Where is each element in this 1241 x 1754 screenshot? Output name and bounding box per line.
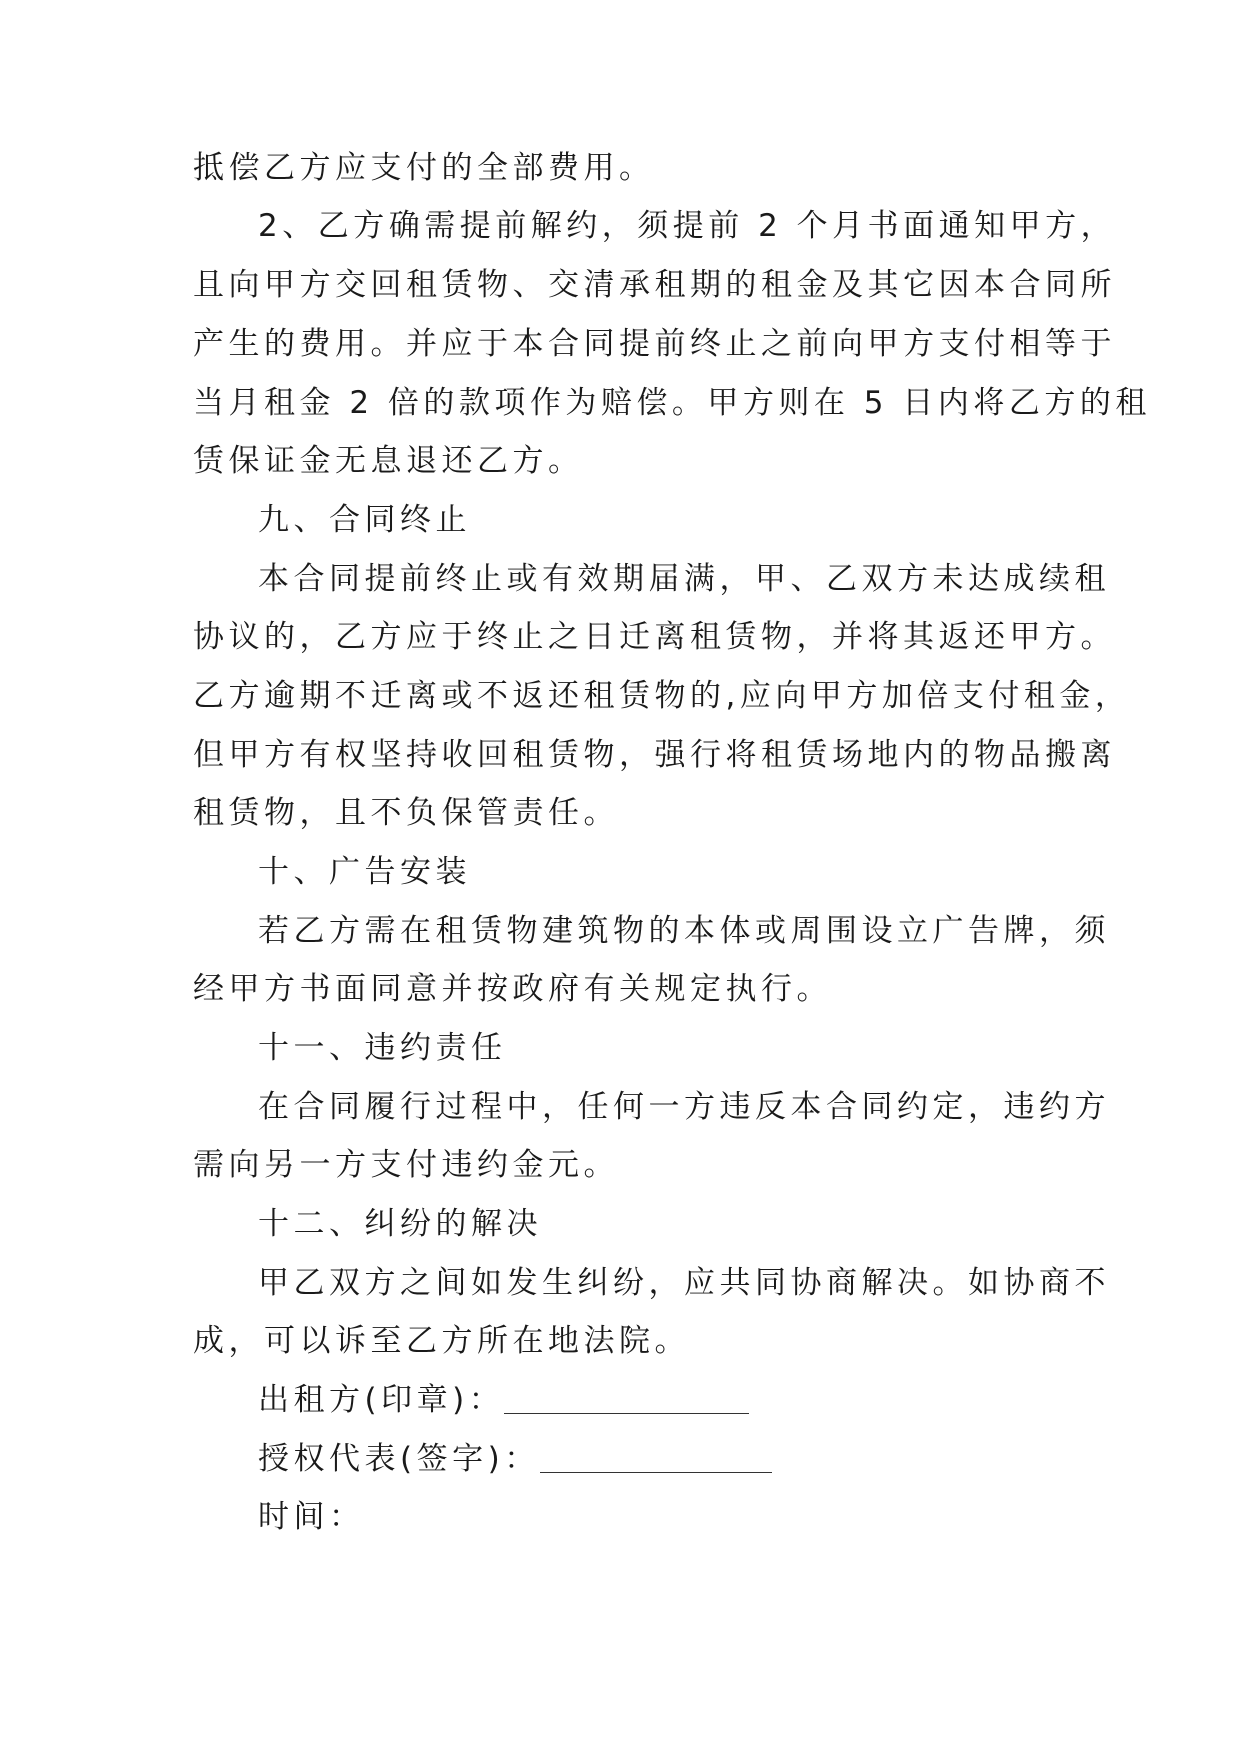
text-line: 甲乙双方之间如发生纠纷，应共同协商解决。如协商不 bbox=[258, 1265, 1110, 1301]
representative-signature-blank[interactable] bbox=[540, 1442, 772, 1473]
text-line: 本合同提前终止或有效期届满，甲、乙双方未达成续租 bbox=[258, 561, 1110, 597]
text-line: 当月租金 2 倍的款项作为赔偿。甲方则在 5 日内将乙方的租 bbox=[193, 385, 1151, 421]
lessor-seal-label: 出租方(印章)： bbox=[258, 1382, 505, 1418]
text-line: 赁保证金无息退还乙方。 bbox=[193, 443, 584, 479]
lessor-seal-blank[interactable] bbox=[504, 1383, 749, 1414]
section-heading: 十一、违约责任 bbox=[258, 1030, 507, 1066]
text-line: 但甲方有权坚持收回租赁物，强行将租赁场地内的物品搬离 bbox=[193, 737, 1116, 773]
representative-signature-row bbox=[258, 1439, 772, 1479]
text-line: 成，可以诉至乙方所在地法院。 bbox=[193, 1323, 690, 1359]
text-line: 若乙方需在租赁物建筑物的本体或周围设立广告牌，须 bbox=[258, 913, 1110, 949]
text-line: 且向甲方交回租赁物、交清承租期的租金及其它因本合同所 bbox=[193, 267, 1116, 303]
representative-signature-label: 授权代表(签字)： bbox=[258, 1441, 540, 1477]
text-line: 产生的费用。并应于本合同提前终止之前向甲方支付相等于 bbox=[193, 326, 1116, 362]
text-line: 在合同履行过程中，任何一方违反本合同约定，违约方 bbox=[258, 1089, 1110, 1125]
text-line: 抵偿乙方应支付的全部费用。 bbox=[193, 150, 655, 186]
text-line: 经甲方书面同意并按政府有关规定执行。 bbox=[193, 971, 832, 1007]
text-line: 2、乙方确需提前解约，须提前 2 个月书面通知甲方， bbox=[258, 208, 1117, 244]
text-line: 协议的，乙方应于终止之日迁离租赁物，并将其返还甲方。 bbox=[193, 619, 1116, 655]
text-line: 需向另一方支付违约金元。 bbox=[193, 1147, 619, 1183]
text-line: 租赁物，且不负保管责任。 bbox=[193, 795, 619, 831]
section-heading: 九、合同终止 bbox=[258, 502, 471, 538]
text-line: 乙方逾期不迁离或不返还租赁物的,应向甲方加倍支付租金， bbox=[193, 678, 1131, 714]
lessor-signature-row bbox=[258, 1380, 749, 1420]
time-row bbox=[258, 1497, 365, 1537]
section-heading: 十、广告安装 bbox=[258, 854, 471, 890]
section-heading: 十二、纠纷的解决 bbox=[258, 1206, 542, 1242]
time-label: 时间： bbox=[258, 1499, 365, 1535]
